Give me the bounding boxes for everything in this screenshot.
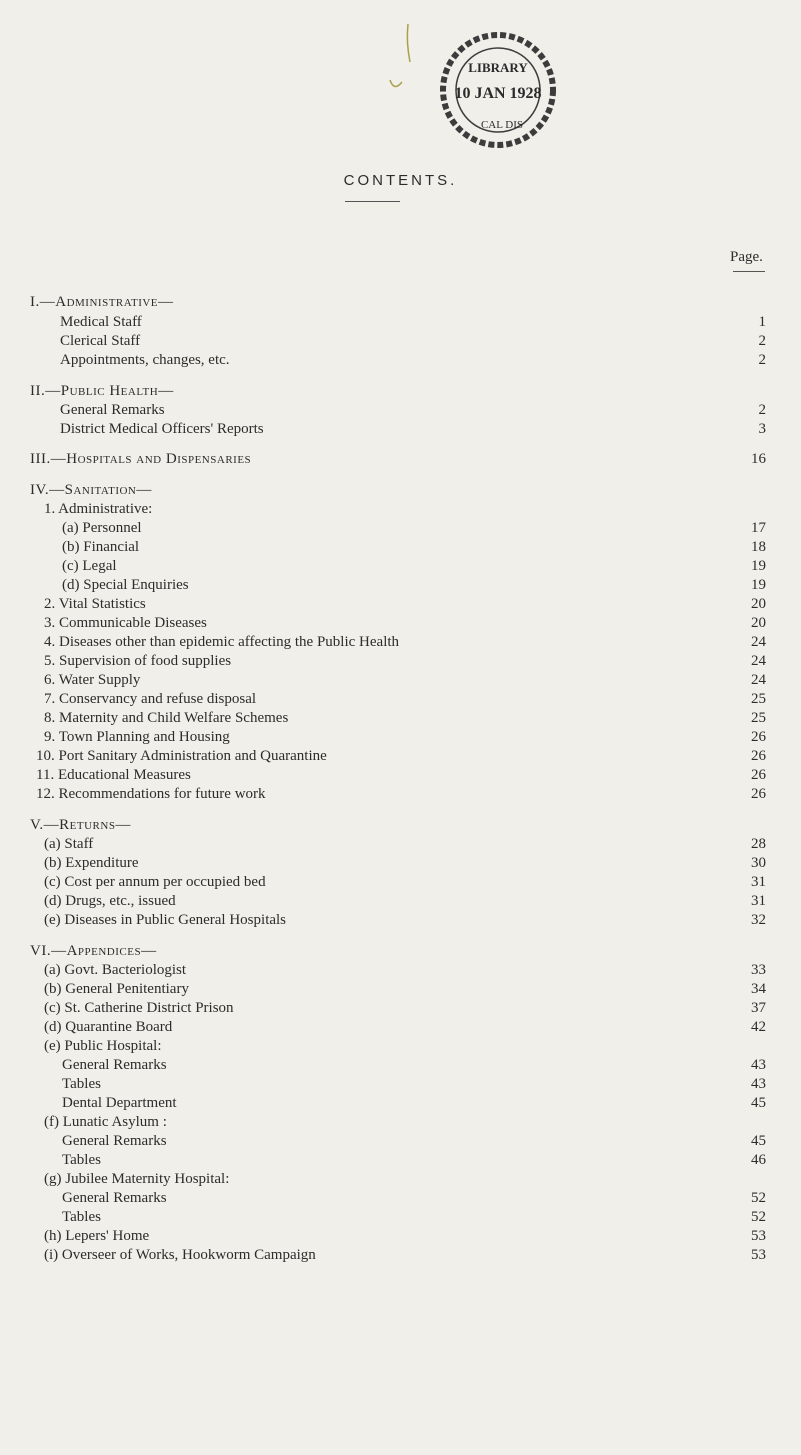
toc-entry-label: 11. Educational Measures xyxy=(36,767,191,783)
toc-page-number: 53 xyxy=(751,1247,766,1263)
toc-entry-label: (a) Govt. Bacteriologist xyxy=(44,962,187,978)
toc-page-number: 24 xyxy=(751,672,766,688)
toc-page-number: 31 xyxy=(751,874,766,890)
toc-entry-label: 5. Supervision of food supplies xyxy=(44,653,232,669)
toc-entry-label: (b) General Penitentiary xyxy=(44,981,189,997)
toc-entry-label: (b) Expenditure xyxy=(44,855,139,871)
toc-entry-label: 12. Recommendations for future work xyxy=(36,786,266,802)
toc-page-number: 46 xyxy=(751,1152,766,1168)
page-title: CONTENTS. xyxy=(343,172,458,189)
page-column-header: Page. xyxy=(730,249,763,265)
toc-entry-label: (d) Special Enquiries xyxy=(62,577,189,593)
toc-page-number: 26 xyxy=(751,748,766,764)
toc-page-number: 42 xyxy=(751,1019,766,1035)
toc-entry-label: (h) Lepers' Home xyxy=(44,1228,150,1244)
toc-entry-label: General Remarks xyxy=(62,1133,167,1149)
toc-entry-label: (e) Diseases in Public General Hospitals xyxy=(44,912,287,928)
toc-entry-label: 1. Administrative: xyxy=(44,501,153,517)
toc-entry-label: (a) Staff xyxy=(44,836,94,852)
toc-page-number: 53 xyxy=(751,1228,766,1244)
toc-page-number: 26 xyxy=(751,786,766,802)
toc-page-number: 19 xyxy=(751,558,766,574)
toc-page-number: 32 xyxy=(751,912,766,928)
toc-page-number: 26 xyxy=(751,729,766,745)
toc-entry-label: (a) Personnel xyxy=(62,520,142,536)
toc-page-number: 31 xyxy=(751,893,766,909)
toc-entry-label: 4. Diseases other than epidemic affecting the Public Health xyxy=(44,634,400,650)
toc-entry-label: General Remarks xyxy=(62,1190,167,1206)
toc-page-number: 45 xyxy=(751,1133,766,1149)
toc-page-number: 24 xyxy=(751,634,766,650)
toc-page-number: 34 xyxy=(751,981,766,997)
toc-page-number: 26 xyxy=(751,767,766,783)
toc-entry-label: (e) Public Hospital: xyxy=(44,1038,162,1054)
stamp-text-library: LIBRARY xyxy=(468,60,528,75)
toc-page-number: 19 xyxy=(751,577,766,593)
toc-entry-label: (b) Financial xyxy=(62,539,140,555)
toc-entry-label: 8. Maternity and Child Welfare Schemes xyxy=(44,710,289,726)
toc-entry-label: Tables xyxy=(62,1152,101,1168)
toc-page-number: 45 xyxy=(751,1095,766,1111)
toc-page-number: 30 xyxy=(751,855,766,871)
toc-entry-label: IV.—Sanitation— xyxy=(30,482,152,498)
toc-entry-label: 9. Town Planning and Housing xyxy=(44,729,230,745)
toc-entry-label: Medical Staff xyxy=(60,314,142,330)
toc-entry-label: General Remarks xyxy=(60,402,165,418)
toc-page-number: 17 xyxy=(751,520,766,536)
toc-entry-label: I.—Administrative— xyxy=(30,294,174,310)
toc-page-number: 20 xyxy=(751,615,766,631)
toc-entry-label: V.—Returns— xyxy=(30,817,131,833)
toc-entry-label: Dental Department xyxy=(62,1095,177,1111)
toc-page-number: 28 xyxy=(751,836,766,852)
toc-entry-label: (g) Jubilee Maternity Hospital: xyxy=(44,1171,230,1187)
toc-page-number: 43 xyxy=(751,1076,766,1092)
toc-entry-label: III.—Hospitals and Dispensaries xyxy=(30,451,252,467)
toc-page-number: 52 xyxy=(751,1209,766,1225)
toc-entry-label: (f) Lunatic Asylum : xyxy=(44,1114,167,1130)
toc-entry-label: (c) St. Catherine District Prison xyxy=(44,1000,234,1016)
toc-entry-label: VI.—Appendices— xyxy=(30,943,157,959)
toc-page-number: 1 xyxy=(758,314,766,330)
toc-entry-label: Clerical Staff xyxy=(60,333,141,349)
toc-entry-label: General Remarks xyxy=(62,1057,167,1073)
toc-entry-label: (c) Cost per annum per occupied bed xyxy=(44,874,266,890)
toc-page-number: 25 xyxy=(751,710,766,726)
stamp-text-date: 10 JAN 1928 xyxy=(454,85,542,102)
toc-entry-label: (d) Drugs, etc., issued xyxy=(44,893,176,909)
toc-entry-label: 3. Communicable Diseases xyxy=(44,615,207,631)
toc-page-number: 20 xyxy=(751,596,766,612)
toc-page-number: 3 xyxy=(758,421,766,437)
toc-page-number: 43 xyxy=(751,1057,766,1073)
toc-entry-label: (c) Legal xyxy=(62,558,117,574)
toc-page-number: 2 xyxy=(758,402,766,418)
toc-entry-label: II.—Public Health— xyxy=(30,383,174,399)
toc-page-number: 24 xyxy=(751,653,766,669)
toc-entry-label: 10. Port Sanitary Administration and Quarantine xyxy=(36,748,327,764)
toc-page-number: 18 xyxy=(751,539,766,555)
toc-page-number: 2 xyxy=(758,333,766,349)
toc-page-number: 16 xyxy=(751,451,766,467)
toc-page-number: 52 xyxy=(751,1190,766,1206)
toc-entry-label: (i) Overseer of Works, Hookworm Campaign xyxy=(44,1247,316,1263)
toc-entry-label: Tables xyxy=(62,1209,101,1225)
toc-entry-label: District Medical Officers' Reports xyxy=(60,421,264,437)
toc-entry-label: 2. Vital Statistics xyxy=(44,596,146,612)
toc-entry-label: Appointments, changes, etc. xyxy=(60,352,230,368)
toc-page-number: 33 xyxy=(751,962,766,978)
toc-page-number: 2 xyxy=(758,352,766,368)
toc-entry-label: (d) Quarantine Board xyxy=(44,1019,173,1035)
toc-page-number: 37 xyxy=(751,1000,766,1016)
toc-page-number: 25 xyxy=(751,691,766,707)
toc-entry-label: 6. Water Supply xyxy=(44,672,141,688)
toc-entry-label: Tables xyxy=(62,1076,101,1092)
toc-entry-label: 7. Conservancy and refuse disposal xyxy=(44,691,257,707)
stamp-text-bottom: CAL DIS xyxy=(480,119,524,131)
